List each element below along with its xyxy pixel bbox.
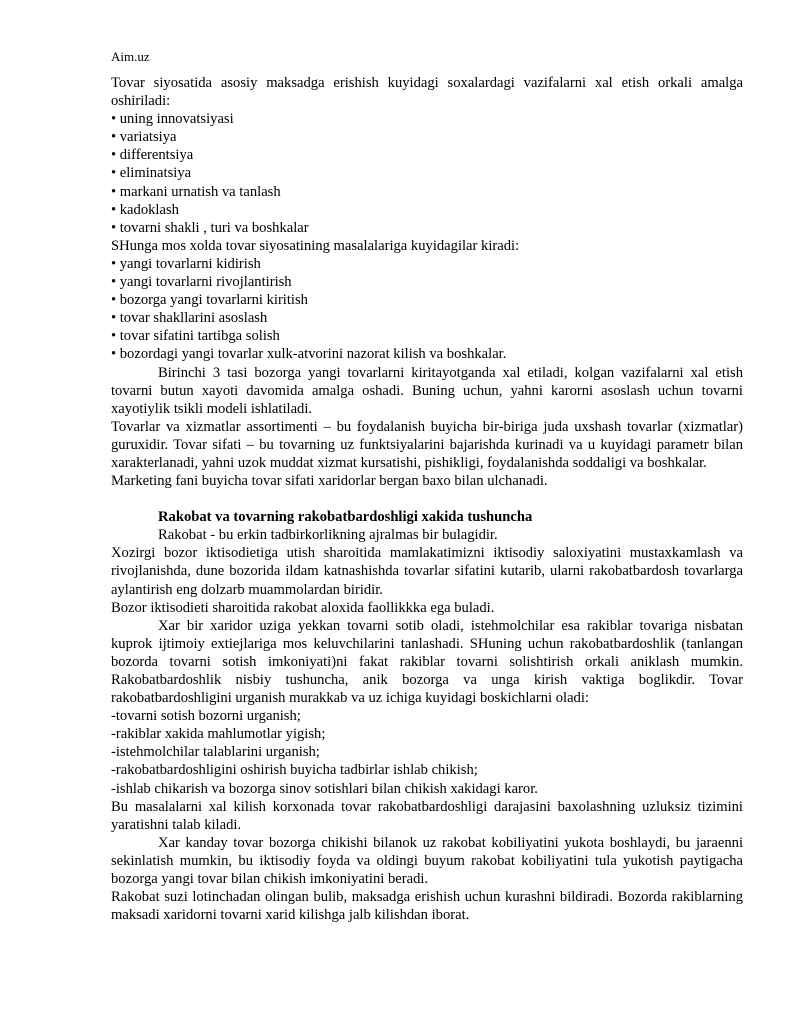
- section1-intro: Tovar siyosatida asosiy maksadga erishish kuyidagi soxalardagi vazifalarni xal etish orkali amalga oshiriladi:: [111, 75, 743, 110]
- stages-list: [111, 707, 743, 797]
- list-item: • bozordagi yangi tovarlar xulk-atvorini nazorat kilish va boshkalar.: [111, 346, 507, 363]
- paragraph-latin: Rakobat suzi lotinchadan olingan bulib, maksadga erishish uchun kurashni bildiradi. Bozorda rakiblarning maksadi xaridorni tovarni xarid kilishga jalb kilishdan iborat.: [111, 889, 743, 924]
- tasks-list: [111, 255, 743, 364]
- paragraph-any-product: Xar kanday tovar bozorga chikishi bilanok uz rakobat kobiliyatini yukota boshlaydi, bu jaraenni sekinlatish mumkin, bu iktisodiy foyda va oldingi buyum rakobat kobiliyatini tula yukotish paytigacha bozorga yangi tovar bilan chikish imkoniyatini beradi.: [111, 834, 743, 888]
- list-item: • tovar shakllarini asoslash: [111, 310, 268, 327]
- list-item: -tovarni sotish bozorni urganish;: [111, 708, 301, 725]
- tasks-intro: SHunga mos xolda tovar siyosatining masalalariga kuyidagilar kiradi:: [111, 237, 520, 254]
- document-body: [111, 74, 743, 924]
- list-item: • yangi tovarlarni kidirish: [111, 255, 261, 272]
- directions-list: [111, 110, 743, 237]
- paragraph-assortment: Tovarlar va xizmatlar assortimenti – bu foydalanish buyicha bir-biriga juda uxshash tovarlar (xizmatlar) guruxidir. Tovar sifati – bu tovarning uz funktsiyalarini bajarishda kurinadi va u kuyidagi parametr bilan xarakterlanadi, yahni uzok muddat xizmat kursatishi, pishikligi, foydalanishda soddaligi va boshkalar.: [111, 418, 743, 471]
- list-item: -rakiblar xakida mahlumotlar yigish;: [111, 726, 326, 743]
- list-item: -rakobatbardoshligini oshirish buyicha tadbirlar ishlab chikish;: [111, 762, 478, 779]
- site-label: Aim.uz: [111, 49, 150, 64]
- section-heading: Rakobat va tovarning rakobatbardoshligi xakida tushuncha: [158, 509, 533, 526]
- paragraph-definition: Rakobat - bu erkin tadbirkorlikning ajralmas bir bulagidir.: [158, 527, 498, 544]
- list-item: • kadoklash: [111, 201, 179, 218]
- list-item: • variatsiya: [111, 129, 177, 146]
- list-item: • markani urnatish va tanlash: [111, 183, 281, 200]
- paragraph-buyer: Xar bir xaridor uziga yekkan tovarni sotib oladi, istehmolchilar esa rakiblar tovariga nisbatan kuprok ijtimoiy extiejlariga mos keluvchilarini tanlashadi. SHuning uchun rakobatbardoshlik (tanlangan bozorda tovarni sotish imkoniyati)ni fakat rakiblar tovarni solishtirish orkali aniklash mumkin. Rakobatbardoshlik nisbiy tushuncha, anik bozorga va unga kirish vaktiga boglikdir. Tovar rakobatbardoshligini urganish murakkab va uz ichiga kuyidagi boskichlarni oladi:: [111, 617, 743, 707]
- list-item: • uning innovatsiyasi: [111, 111, 234, 128]
- list-item: -istehmolchilar talablarini urganish;: [111, 744, 320, 761]
- list-item: • yangi tovarlarni rivojlantirish: [111, 274, 292, 291]
- list-item: • tovar sifatini tartibga solish: [111, 328, 280, 345]
- paragraph-system: Bu masalalarni xal kilish korxonada tovar rakobatbardoshligi darajasini baxolashning uzluksiz tizimini yaratishni talab kiladi.: [111, 798, 743, 833]
- paragraph-market: Bozor iktisodieti sharoitida rakobat aloxida faollikkka ega buladi.: [111, 599, 495, 616]
- paragraph-marketing: Marketing fani buyicha tovar sifati xaridorlar bergan baxo bilan ulchanadi.: [111, 473, 548, 490]
- paragraph-first-three: Birinchi 3 tasi bozorga yangi tovarlarni kiritayotganda xal etiladi, kolgan vazifalarni xal etish tovarni butun xayoti davomida amalga oshadi. Buning uchun, yahni karorni asoslash uchun tovarni xayotiylik tsikli modeli ishlatiladi.: [111, 364, 743, 417]
- list-item: • differentsiya: [111, 147, 194, 164]
- list-item: • tovarni shakli , turi va boshkalar: [111, 219, 309, 236]
- paragraph-current: Xozirgi bozor iktisodietiga utish sharoitida mamlakatimizni iktisodiy saloxiyatini mustaxkamlash va rivojlanishda, dune bozorida ildam katnashishda tovarlar sifatini kutarib, ularni rakobatbardosh tovarlarga aylantirish eng dolzarb muammolardan biridir.: [111, 545, 743, 598]
- list-item: -ishlab chikarish va bozorga sinov sotishlari bilan chikish xakidagi karor.: [111, 780, 538, 797]
- list-item: • bozorga yangi tovarlarni kiritish: [111, 292, 308, 309]
- section-spacer: [111, 490, 743, 508]
- list-item: • eliminatsiya: [111, 165, 192, 182]
